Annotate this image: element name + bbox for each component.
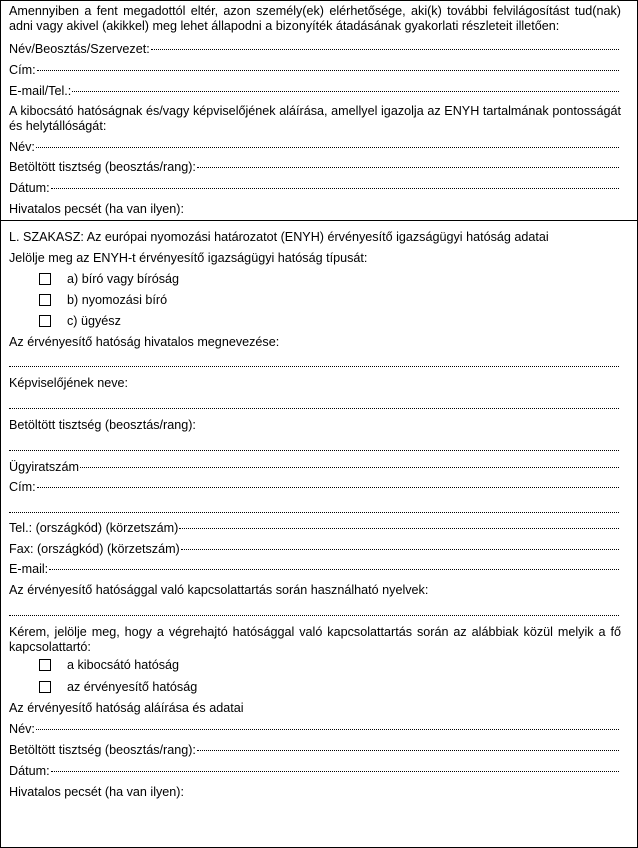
- email-label: E-mail:: [9, 562, 49, 576]
- contact-block: [1, 1, 637, 221]
- address-field[interactable]: [9, 63, 619, 78]
- official-name-label: Az érvényesítő hatóság hivatalos megnevezése:: [9, 335, 280, 349]
- position-label-2: Betöltött tisztség (beosztás/rang):: [9, 418, 196, 432]
- type-option-judge: a) bíró vagy bíróság: [67, 272, 180, 286]
- stamp-label: Hivatalos pecsét (ha van ilyen):: [9, 202, 184, 216]
- intro-text: Amennyiben a fent megadottól eltér, azon személy(ek) elérhetősége, aki(k) további felvilágosítást tud(nak) adni vagy akivel (akikkel) meg lehet állapodni a bizonyíték átadásának gyakorlati részleteit illetően:: [9, 4, 621, 33]
- sig-position-field[interactable]: [9, 743, 619, 758]
- sig-date-label: Dátum:: [9, 764, 50, 778]
- name-field[interactable]: [9, 140, 619, 155]
- email-tel-label: E-mail/Tel.:: [9, 84, 72, 98]
- type-prompt: Jelölje meg az ENYH-t érvényesítő igazságügyi hatóság típusát:: [9, 251, 368, 265]
- rep-name-label: Képviselőjének neve:: [9, 376, 129, 390]
- contact-prompt: Kérem, jelölje meg, hogy a végrehajtó hatósággal való kapcsolattartás során az alábbiak közül melyik a fő kapcsolattartó:: [9, 625, 621, 654]
- fax-field[interactable]: [9, 542, 619, 557]
- rep-name-line[interactable]: [9, 407, 619, 409]
- name-role-field[interactable]: [9, 42, 619, 57]
- official-name-line[interactable]: [9, 365, 619, 367]
- address-field-2[interactable]: [9, 480, 619, 495]
- contact-checkbox-issuing[interactable]: [39, 659, 51, 671]
- name-role-label: Név/Beosztás/Szervezet:: [9, 42, 150, 56]
- type-checkbox-prosecutor[interactable]: [39, 315, 51, 327]
- name-label: Név:: [9, 140, 35, 154]
- sig-name-field[interactable]: [9, 722, 619, 737]
- case-number-label: Ügyiratszám: [9, 460, 79, 474]
- date-label: Dátum:: [9, 181, 50, 195]
- type-checkbox-investigating-judge[interactable]: [39, 294, 51, 306]
- address-label: Cím:: [9, 63, 36, 77]
- contact-option-issuing: a kibocsátó hatóság: [67, 658, 180, 672]
- languages-line[interactable]: [9, 614, 619, 616]
- signature-text: A kibocsátó hatóságnak és/vagy képviselőjének aláírása, amellyel igazolja az ENYH tartalmának pontosságát és helytállóságát:: [9, 104, 621, 133]
- sig-stamp-label: Hivatalos pecsét (ha van ilyen):: [9, 785, 184, 799]
- case-number-field[interactable]: [9, 460, 619, 475]
- sig-date-field[interactable]: [9, 764, 619, 779]
- date-field[interactable]: [9, 181, 619, 196]
- section-heading: L. SZAKASZ: Az európai nyomozási határozatot (ENYH) érvényesítő igazságügyi hatóság adatai: [9, 230, 549, 244]
- sig-position-label: Betöltött tisztség (beosztás/rang):: [9, 743, 196, 757]
- sig-name-label: Név:: [9, 722, 35, 736]
- position-label: Betöltött tisztség (beosztás/rang):: [9, 160, 196, 174]
- email-field[interactable]: [9, 562, 619, 577]
- type-checkbox-judge[interactable]: [39, 273, 51, 285]
- address-line-2[interactable]: [9, 511, 619, 513]
- languages-label: Az érvényesítő hatósággal való kapcsolattartás során használható nyelvek:: [9, 583, 429, 597]
- tel-field[interactable]: [9, 521, 619, 536]
- address-label-2: Cím:: [9, 480, 36, 494]
- section-l: [1, 221, 637, 847]
- tel-label: Tel.: (országkód) (körzetszám): [9, 521, 179, 535]
- fax-label: Fax: (országkód) (körzetszám): [9, 542, 180, 556]
- type-option-investigating-judge: b) nyomozási bíró: [67, 293, 168, 307]
- type-option-prosecutor: c) ügyész: [67, 314, 121, 328]
- position-field[interactable]: [9, 160, 619, 175]
- contact-checkbox-validating[interactable]: [39, 681, 51, 693]
- contact-option-validating: az érvényesítő hatóság: [67, 680, 198, 694]
- signature-heading: Az érvényesítő hatóság aláírása és adatai: [9, 701, 244, 715]
- position-line[interactable]: [9, 449, 619, 451]
- email-tel-field[interactable]: [9, 84, 619, 99]
